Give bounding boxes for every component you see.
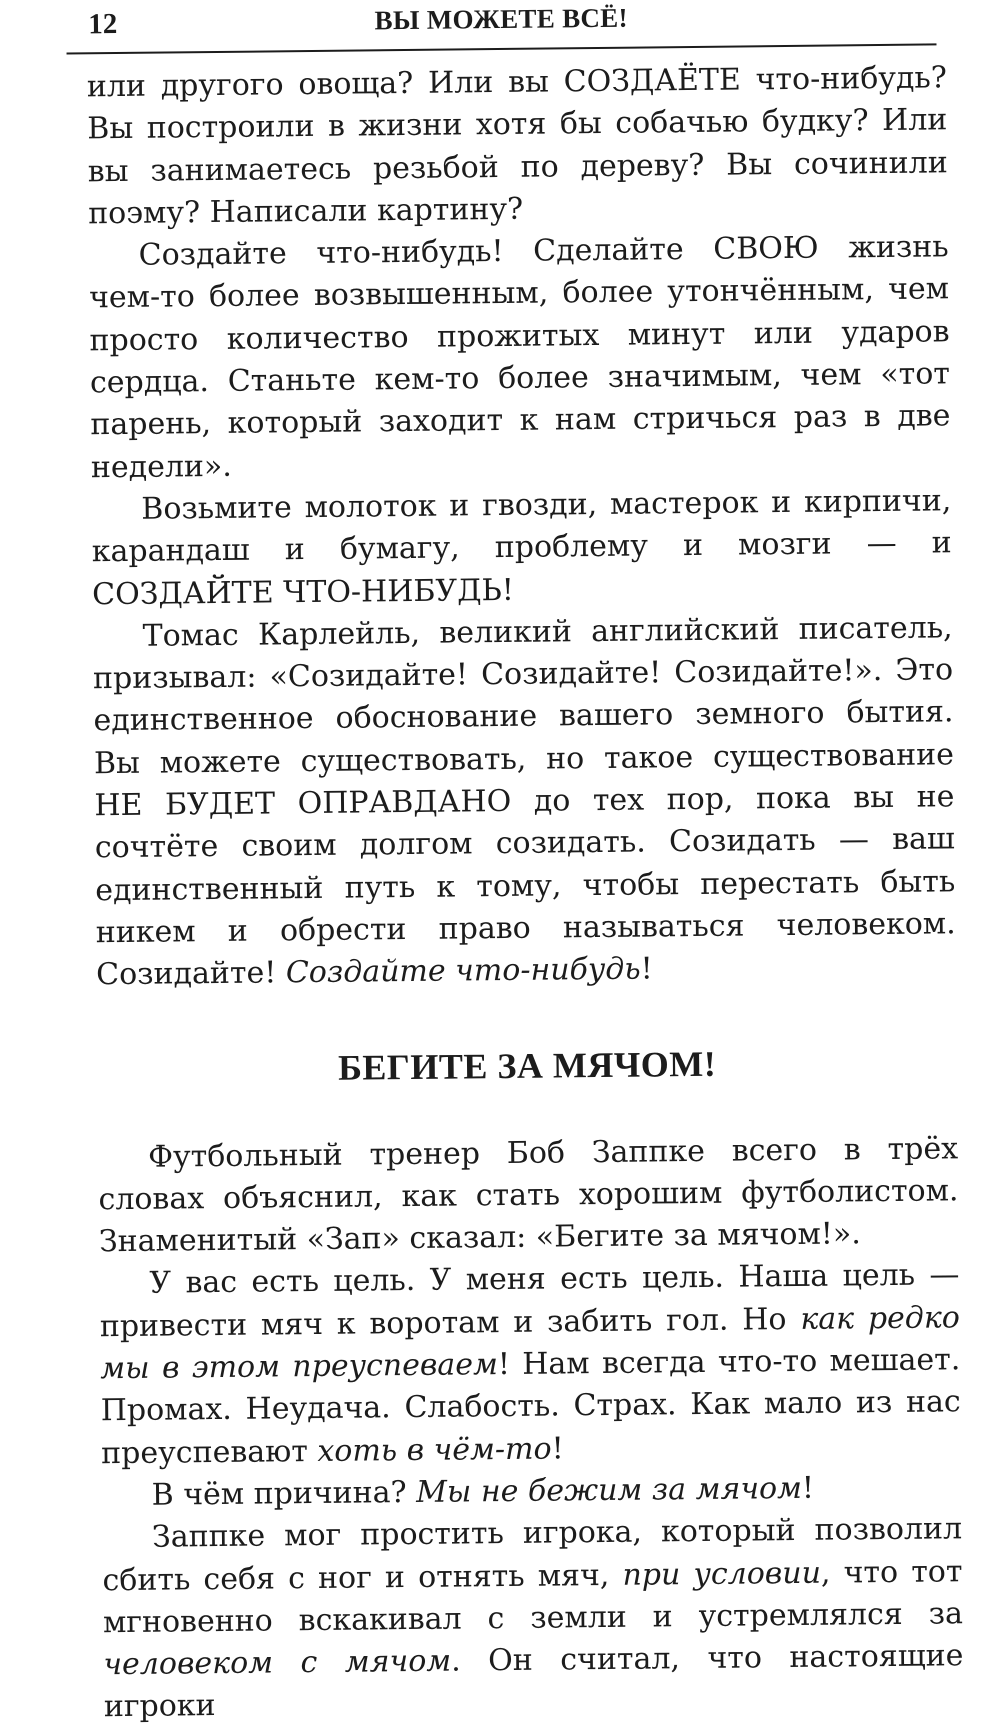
italic-fragment: Мы не бежим за мячом (416, 1470, 803, 1510)
text-section-1 (87, 57, 957, 996)
text-fragment: ! Нам всегда что-то мешает. Промах. Неудача. Слабость. Страх. Как мало из нас преуспевают (100, 1342, 961, 1471)
italic-fragment: как редко мы в этом преуспеваем (100, 1299, 961, 1387)
text-fragment: Создайте что-нибудь! Сделайте СВОЮ жизнь чем-то более возвышенным, более утончённым, чем просто количество прожитых минут или ударов сердца. Станьте кем-то более значимым, чем «тот парень, который заходит к нам стричься раз в две недели». (88, 229, 951, 485)
italic-fragment: при условии (622, 1555, 822, 1593)
text-fragment: Томас Карлейль, великий английский писатель, призывал: «Созидайте! Созидайте! Созидайте!». Это единственное обоснование вашего земного бытия. Вы можете существовать, но такое существование НЕ БУДЕТ ОПРАВДАНО до тех пор, пока вы не сочтёте своим долгом созидать. Созидать — ваш единственный путь к тому, чтобы перестать быть никем и обрести право называться человеком. Созидайте! (92, 610, 956, 993)
text-fragment: У вас есть цель. У меня есть цель. Наша цель — привести мяч к воротам и забить гол. Но (99, 1257, 960, 1344)
paragraph (87, 57, 949, 235)
text-fragment: ! (551, 1431, 564, 1467)
paragraph (91, 480, 952, 616)
running-title: ВЫ МОЖЕТЕ ВСЁ! (374, 2, 628, 36)
paragraph (92, 607, 956, 997)
italic-fragment: человеком с мячом (103, 1643, 452, 1683)
italic-fragment: Создайте что-нибудь (285, 951, 641, 991)
paragraph (99, 1255, 961, 1475)
text-fragment: Футбольный тренер Боб Заппке всего в трёх словах объяснил, как стать хорошим футболистом. Знаменитый «Зап» сказал: «Бегите за мячом!». (98, 1130, 959, 1260)
page-body (87, 57, 964, 1729)
text-fragment: Возьмите молоток и гвозди, мастерок и кирпичи, карандаш и бумагу, проблему и мозги — и СОЗДАЙТЕ ЧТО-НИБУДЬ! (91, 483, 952, 612)
paragraph (102, 1508, 964, 1728)
section-heading: БЕГИТЕ ЗА МЯЧОМ! (337, 1043, 717, 1088)
text-fragment: ! (640, 951, 653, 987)
text-fragment: или другого овоща? Или вы СОЗДАЁТЕ что-нибудь? Вы построили в жизни хотя бы собачью будку? Или вы занимаетесь резьбой по дереву? Вы сочинили поэму? Написали картину? (86, 60, 948, 232)
text-fragment: Заппке мог простить игрока, который позволил сбить себя с ног и отнять мяч, (102, 1511, 963, 1598)
paragraph (98, 1128, 959, 1264)
header-rule (67, 43, 937, 54)
text-fragment: , что тот мгновенно вскакивал с земли и устремлялся за (102, 1553, 964, 1641)
page-header (66, 0, 936, 51)
text-section-2 (98, 1128, 964, 1729)
text-fragment: В чём причина? (151, 1474, 417, 1513)
paragraph (88, 227, 951, 490)
italic-fragment: хоть в чём-то (317, 1431, 552, 1469)
page-number: 12 (88, 8, 118, 41)
text-fragment: . Он считал, что настоящие игроки (103, 1638, 964, 1725)
text-fragment: ! (801, 1470, 815, 1506)
